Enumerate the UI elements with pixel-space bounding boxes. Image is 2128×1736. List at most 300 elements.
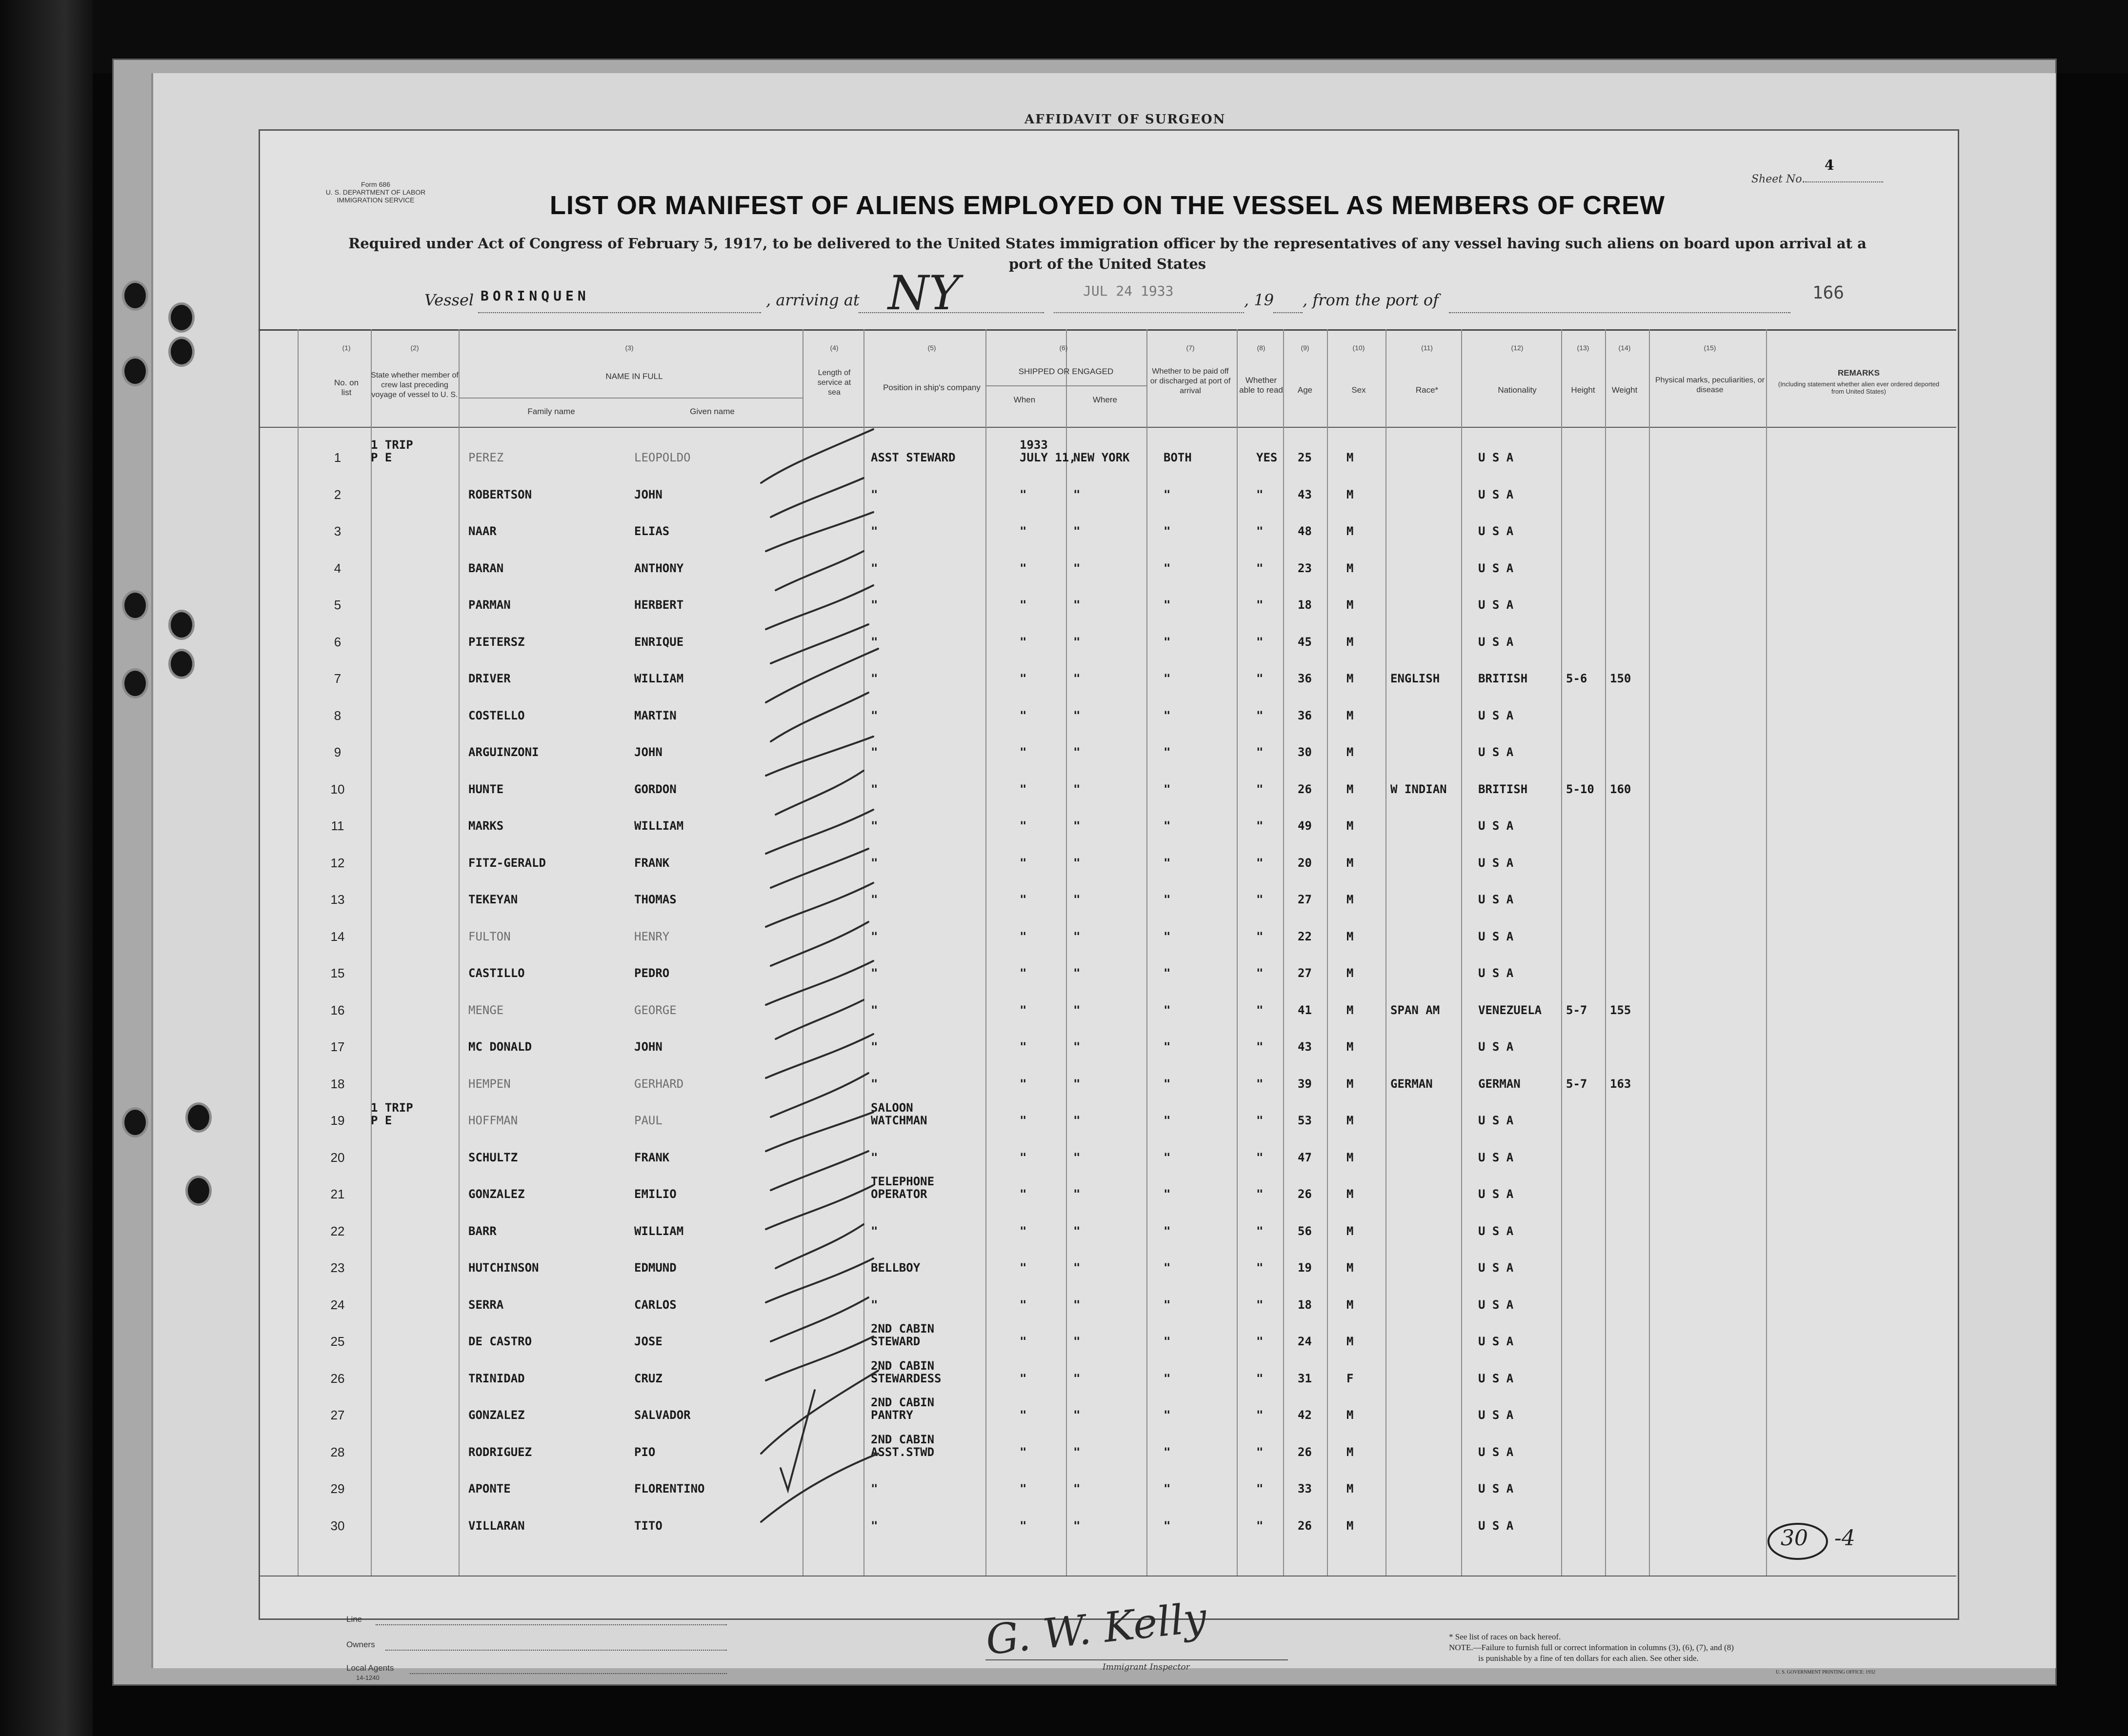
cell-nationality: U S A bbox=[1478, 561, 1514, 575]
cell-nationality: U S A bbox=[1478, 893, 1514, 906]
cell-sex: M bbox=[1346, 1335, 1354, 1348]
cell-nationality: U S A bbox=[1478, 1040, 1514, 1054]
cell-sex: F bbox=[1346, 1371, 1354, 1385]
cell-family: TEKEYAN bbox=[468, 893, 518, 906]
cell-age: 43 bbox=[1298, 487, 1312, 501]
punch-hole bbox=[168, 302, 195, 333]
cell-where: " bbox=[1073, 893, 1081, 906]
cell-paid: " bbox=[1164, 1040, 1171, 1054]
header-weight: Weight bbox=[1611, 385, 1638, 395]
cell-height: 5-6 bbox=[1566, 672, 1587, 685]
cell-when: " bbox=[1020, 487, 1027, 501]
cell-given: JOHN bbox=[634, 1040, 662, 1054]
cell-age: 48 bbox=[1298, 524, 1312, 538]
cell-age: 33 bbox=[1298, 1482, 1312, 1496]
arriving-label: , arriving at bbox=[766, 291, 860, 309]
cell-family: ROBERTSON bbox=[468, 487, 532, 501]
cell-family: FULTON bbox=[468, 929, 511, 943]
cell-sex: M bbox=[1346, 929, 1354, 943]
cell-family: ARGUINZONI bbox=[468, 745, 539, 759]
header-position: Position in ship's company bbox=[883, 383, 981, 392]
col-number: (1) bbox=[342, 344, 351, 352]
cell-no: 20 bbox=[330, 1150, 345, 1165]
cell-paid: " bbox=[1164, 782, 1171, 796]
cell-no: 1 bbox=[334, 450, 341, 465]
cell-no: 15 bbox=[330, 966, 345, 980]
cell-no: 17 bbox=[330, 1039, 345, 1054]
cell-nationality: U S A bbox=[1478, 1518, 1514, 1533]
cell-no: 11 bbox=[331, 818, 344, 833]
cell-age: 41 bbox=[1298, 1003, 1312, 1017]
cell-when: 1933 JULY 11, bbox=[1020, 438, 1076, 464]
cell-where: " bbox=[1073, 966, 1081, 980]
cell-nationality: U S A bbox=[1478, 1114, 1514, 1127]
cell-when: " bbox=[1020, 745, 1027, 759]
cell-where: " bbox=[1073, 1335, 1081, 1348]
cell-given: PAUL bbox=[634, 1114, 662, 1127]
note-line: is punishable by a fine of ten dollars for each alien. See other side. bbox=[1478, 1654, 1699, 1663]
header-paid-off: Whether to be paid off or discharged at port of arrival bbox=[1150, 367, 1231, 395]
cell-where: " bbox=[1073, 819, 1081, 833]
cell-when: " bbox=[1020, 561, 1027, 575]
cell-where: " bbox=[1073, 1518, 1081, 1533]
cell-nationality: U S A bbox=[1478, 708, 1514, 722]
cell-given: PIO bbox=[634, 1445, 656, 1459]
cell-family: NAAR bbox=[468, 524, 497, 538]
cell-where: " bbox=[1073, 1224, 1081, 1238]
cell-read: " bbox=[1256, 745, 1264, 759]
cell-family: DE CASTRO bbox=[468, 1335, 532, 1348]
cell-read: " bbox=[1256, 1187, 1264, 1201]
cell-no: 13 bbox=[330, 892, 345, 907]
name-header-divider bbox=[459, 398, 803, 399]
printer-imprint: U. S. GOVERNMENT PRINTING OFFICE: 1932 bbox=[1776, 1670, 1875, 1675]
cell-given: GEORGE bbox=[634, 1003, 677, 1017]
cell-when: " bbox=[1020, 1482, 1027, 1496]
cell-no: 8 bbox=[334, 708, 341, 723]
cell-paid: " bbox=[1164, 1077, 1171, 1091]
header-physical-marks: Physical marks, peculiarities, or disease bbox=[1655, 376, 1765, 394]
cell-given: JOHN bbox=[634, 745, 662, 759]
cell-read: " bbox=[1256, 856, 1264, 870]
cell-sex: M bbox=[1346, 819, 1354, 833]
cell-paid: " bbox=[1164, 708, 1171, 722]
header-age: Age bbox=[1297, 385, 1313, 395]
cell-where: " bbox=[1073, 1261, 1081, 1275]
cell-age: 30 bbox=[1298, 745, 1312, 759]
cell-sex: M bbox=[1346, 1408, 1354, 1422]
cell-race: ENGLISH bbox=[1390, 672, 1440, 685]
page-title: LIST OR MANIFEST OF ALIENS EMPLOYED ON THE VESSEL AS MEMBERS OF CREW bbox=[549, 191, 1666, 220]
cell-read: " bbox=[1256, 524, 1264, 538]
cell-nationality: U S A bbox=[1478, 745, 1514, 759]
cell-when: " bbox=[1020, 966, 1027, 980]
sheet-number: 4 bbox=[1825, 157, 1834, 173]
cell-paid: " bbox=[1164, 1482, 1171, 1496]
header-length-of-service: Length of service at sea bbox=[817, 369, 851, 397]
cell-given: SALVADOR bbox=[634, 1408, 691, 1422]
cell-read: " bbox=[1256, 561, 1264, 575]
cell-where: NEW YORK bbox=[1073, 451, 1130, 464]
header-able-to-read: Whether able to read bbox=[1239, 376, 1283, 395]
header-shipped-engaged: SHIPPED OR ENGAGED bbox=[1018, 367, 1114, 376]
cell-trip: 1 TRIP P E bbox=[371, 1101, 413, 1127]
vessel-label: Vessel bbox=[424, 291, 474, 309]
cell-given: CRUZ bbox=[634, 1371, 662, 1385]
cell-given: EMILIO bbox=[634, 1187, 677, 1201]
cell-age: 24 bbox=[1298, 1335, 1312, 1348]
header-remarks: REMARKS bbox=[1838, 368, 1880, 378]
cell-family: TRINIDAD bbox=[468, 1371, 525, 1385]
cell-when: " bbox=[1020, 598, 1027, 612]
cell-family: PIETERSZ bbox=[468, 635, 525, 649]
cell-where: " bbox=[1073, 487, 1081, 501]
header-race: Race* bbox=[1415, 385, 1439, 395]
note-line: NOTE.—Failure to furnish full or correct information in columns (3), (6), (7), and (8) bbox=[1449, 1643, 1734, 1652]
cell-age: 53 bbox=[1298, 1114, 1312, 1127]
col-number: (9) bbox=[1301, 344, 1309, 352]
sheet-label: Sheet No. bbox=[1751, 173, 1806, 185]
cell-position: " bbox=[871, 819, 878, 833]
inspector-signature: G. W. Kelly bbox=[984, 1593, 1209, 1664]
cell-no: 24 bbox=[330, 1297, 345, 1312]
cell-sex: M bbox=[1346, 1482, 1354, 1496]
cell-given: LEOPOLDO bbox=[634, 451, 691, 464]
cell-no: 27 bbox=[330, 1408, 345, 1422]
subtitle-line: Required under Act of Congress of February 5, 1917, to be delivered to the United States immigration officer by the representatives of any vessel having such aliens on board upon arrival at a bbox=[348, 235, 1867, 252]
cell-family: MC DONALD bbox=[468, 1040, 532, 1054]
cell-family: HOFFMAN bbox=[468, 1114, 518, 1127]
cell-read: " bbox=[1256, 1371, 1264, 1385]
cell-age: 26 bbox=[1298, 1518, 1312, 1533]
cell-read: " bbox=[1256, 1003, 1264, 1017]
cell-nationality: U S A bbox=[1478, 635, 1514, 649]
cell-sex: M bbox=[1346, 893, 1354, 906]
cell-paid: " bbox=[1164, 1371, 1171, 1385]
header-where: Where bbox=[1092, 395, 1118, 404]
total-mark: 30 bbox=[1781, 1526, 1808, 1551]
cell-given: PEDRO bbox=[634, 966, 670, 980]
cell-no: 23 bbox=[330, 1260, 345, 1275]
cell-position: " bbox=[871, 635, 878, 649]
cell-sex: M bbox=[1346, 1224, 1354, 1238]
cell-height: 5-7 bbox=[1566, 1077, 1587, 1091]
cell-when: " bbox=[1020, 1187, 1027, 1201]
cell-when: " bbox=[1020, 819, 1027, 833]
cell-when: " bbox=[1020, 929, 1027, 943]
cell-position: " bbox=[871, 782, 878, 796]
cell-paid: " bbox=[1164, 524, 1171, 538]
cell-read: " bbox=[1256, 1077, 1264, 1091]
cell-where: " bbox=[1073, 1150, 1081, 1164]
subtitle bbox=[312, 233, 1903, 274]
cell-nationality: U S A bbox=[1478, 1150, 1514, 1164]
cell-given: WILLIAM bbox=[634, 1224, 684, 1238]
subtitle-line: port of the United States bbox=[1008, 256, 1206, 272]
cell-age: 56 bbox=[1298, 1224, 1312, 1238]
cell-sex: M bbox=[1346, 524, 1354, 538]
cell-sex: M bbox=[1346, 1297, 1354, 1312]
cell-when: " bbox=[1020, 1224, 1027, 1238]
cell-given: HENRY bbox=[634, 929, 670, 943]
cell-given: ELIAS bbox=[634, 524, 670, 538]
cell-given: FRANK bbox=[634, 1150, 670, 1164]
cell-when: " bbox=[1020, 1150, 1027, 1164]
cell-where: " bbox=[1073, 1371, 1081, 1385]
cell-read: " bbox=[1256, 1482, 1264, 1496]
cell-sex: M bbox=[1346, 635, 1354, 649]
cell-family: CASTILLO bbox=[468, 966, 525, 980]
cell-where: " bbox=[1073, 1187, 1081, 1201]
cell-position: " bbox=[871, 1003, 878, 1017]
col-number: (3) bbox=[625, 344, 634, 352]
cell-sex: M bbox=[1346, 672, 1354, 685]
cell-position: " bbox=[871, 1077, 878, 1091]
cell-paid: BOTH bbox=[1164, 451, 1192, 464]
cell-age: 27 bbox=[1298, 966, 1312, 980]
cell-sex: M bbox=[1346, 561, 1354, 575]
col-number: (4) bbox=[830, 344, 839, 352]
cell-where: " bbox=[1073, 1482, 1081, 1496]
year-label: , 19 bbox=[1244, 291, 1274, 309]
cell-read: " bbox=[1256, 1335, 1264, 1348]
cell-sex: M bbox=[1346, 1445, 1354, 1459]
cell-when: " bbox=[1020, 672, 1027, 685]
header-name-in-full: NAME IN FULL bbox=[605, 372, 663, 381]
cell-paid: " bbox=[1164, 487, 1171, 501]
cell-given: FRANK bbox=[634, 856, 670, 870]
from-port-label: , from the port of bbox=[1303, 291, 1439, 309]
page-mark: 166 bbox=[1812, 283, 1845, 303]
cell-when: " bbox=[1020, 524, 1027, 538]
cell-family: SERRA bbox=[468, 1297, 504, 1312]
cell-nationality: U S A bbox=[1478, 1187, 1514, 1201]
cell-sex: M bbox=[1346, 1003, 1354, 1017]
cell-position: " bbox=[871, 1482, 878, 1496]
cell-where: " bbox=[1073, 782, 1081, 796]
cell-paid: " bbox=[1164, 561, 1171, 575]
races-note: * See list of races on back hereof. bbox=[1449, 1632, 1561, 1641]
cell-when: " bbox=[1020, 1040, 1027, 1054]
inspector-label: Immigrant Inspector bbox=[1103, 1662, 1190, 1672]
cell-no: 14 bbox=[330, 929, 345, 944]
cell-read: " bbox=[1256, 893, 1264, 906]
cell-no: 9 bbox=[334, 745, 341, 759]
cell-sex: M bbox=[1346, 1040, 1354, 1054]
cell-nationality: U S A bbox=[1478, 1482, 1514, 1496]
cell-paid: " bbox=[1164, 856, 1171, 870]
cell-where: " bbox=[1073, 708, 1081, 722]
cell-nationality: U S A bbox=[1478, 1335, 1514, 1348]
cell-position: " bbox=[871, 598, 878, 612]
cell-sex: M bbox=[1346, 451, 1354, 464]
cell-nationality: BRITISH bbox=[1478, 672, 1528, 685]
cell-when: " bbox=[1020, 1445, 1027, 1459]
footer-owners-label: Owners bbox=[346, 1640, 375, 1649]
col-number: (15) bbox=[1704, 344, 1716, 352]
cell-position: " bbox=[871, 1040, 878, 1054]
cell-age: 45 bbox=[1298, 635, 1312, 649]
cell-given: THOMAS bbox=[634, 893, 677, 906]
cell-where: " bbox=[1073, 598, 1081, 612]
cell-when: " bbox=[1020, 1408, 1027, 1422]
cell-read: " bbox=[1256, 929, 1264, 943]
cell-sex: M bbox=[1346, 856, 1354, 870]
cell-weight: 160 bbox=[1610, 782, 1631, 796]
cell-paid: " bbox=[1164, 1261, 1171, 1275]
cell-read: " bbox=[1256, 635, 1264, 649]
cell-sex: M bbox=[1346, 1518, 1354, 1533]
cell-family: HUNTE bbox=[468, 782, 504, 796]
cell-given: GERHARD bbox=[634, 1077, 684, 1091]
cell-no: 26 bbox=[330, 1371, 345, 1386]
cell-when: " bbox=[1020, 1077, 1027, 1091]
cell-age: 23 bbox=[1298, 561, 1312, 575]
cell-race: SPAN AM bbox=[1390, 1003, 1440, 1017]
cell-no: 19 bbox=[330, 1113, 345, 1128]
cell-when: " bbox=[1020, 1371, 1027, 1385]
cell-age: 43 bbox=[1298, 1040, 1312, 1054]
cell-position: " bbox=[871, 1224, 878, 1238]
cell-position: " bbox=[871, 856, 878, 870]
cell-nationality: U S A bbox=[1478, 856, 1514, 870]
cell-given: CARLOS bbox=[634, 1297, 677, 1312]
cell-nationality: VENEZUELA bbox=[1478, 1003, 1542, 1017]
cell-race: GERMAN bbox=[1390, 1077, 1433, 1091]
cell-family: COSTELLO bbox=[468, 708, 525, 722]
cell-no: 18 bbox=[330, 1076, 345, 1091]
cell-age: 25 bbox=[1298, 451, 1312, 464]
cell-nationality: U S A bbox=[1478, 598, 1514, 612]
cell-given: WILLIAM bbox=[634, 819, 684, 833]
cell-nationality: U S A bbox=[1478, 1371, 1514, 1385]
cell-no: 5 bbox=[334, 598, 341, 612]
header-remarks-note: (Including statement whether alien ever ordered deported from United States) bbox=[1778, 380, 1940, 395]
cell-family: APONTE bbox=[468, 1482, 511, 1496]
arriving-port: NY bbox=[888, 266, 960, 320]
header-crew-status: State whether member of crew last preceding voyage of vessel to U. S. bbox=[371, 371, 459, 399]
cell-read: " bbox=[1256, 1040, 1264, 1054]
punch-hole bbox=[122, 356, 148, 386]
cell-position: " bbox=[871, 745, 878, 759]
col-number: (5) bbox=[927, 344, 936, 352]
cell-paid: " bbox=[1164, 598, 1171, 612]
cell-paid: " bbox=[1164, 1224, 1171, 1238]
cell-paid: " bbox=[1164, 1518, 1171, 1533]
col-number: (13) bbox=[1577, 344, 1589, 352]
punch-hole bbox=[122, 280, 148, 311]
cell-given: JOHN bbox=[634, 487, 662, 501]
cell-where: " bbox=[1073, 745, 1081, 759]
cell-given: JOSE bbox=[634, 1335, 662, 1348]
cell-where: " bbox=[1073, 856, 1081, 870]
cell-paid: " bbox=[1164, 966, 1171, 980]
cell-read: " bbox=[1256, 487, 1264, 501]
cell-no: 16 bbox=[330, 1002, 345, 1018]
cell-sex: M bbox=[1346, 966, 1354, 980]
cell-read: " bbox=[1256, 1114, 1264, 1127]
cell-position: " bbox=[871, 524, 878, 538]
form-number: Form 686 bbox=[361, 180, 390, 188]
cell-paid: " bbox=[1164, 1297, 1171, 1312]
cell-weight: 163 bbox=[1610, 1077, 1631, 1091]
cell-no: 3 bbox=[334, 524, 341, 539]
cell-where: " bbox=[1073, 1445, 1081, 1459]
col-number: (14) bbox=[1618, 344, 1631, 352]
cell-read: " bbox=[1256, 1224, 1264, 1238]
affidavit-header: AFFIDAVIT OF SURGEON bbox=[1024, 112, 1226, 127]
cell-read: " bbox=[1256, 1445, 1264, 1459]
cell-nationality: U S A bbox=[1478, 487, 1514, 501]
cell-family: VILLARAN bbox=[468, 1518, 525, 1533]
cell-read: " bbox=[1256, 1261, 1264, 1275]
cell-sex: M bbox=[1346, 708, 1354, 722]
cell-given: MARTIN bbox=[634, 708, 677, 722]
cell-when: " bbox=[1020, 635, 1027, 649]
cell-nationality: U S A bbox=[1478, 929, 1514, 943]
cell-read: " bbox=[1256, 1408, 1264, 1422]
col-number: (11) bbox=[1421, 344, 1433, 352]
cell-family: MENGE bbox=[468, 1003, 504, 1017]
cell-sex: M bbox=[1346, 598, 1354, 612]
cell-age: 18 bbox=[1298, 598, 1312, 612]
cell-where: " bbox=[1073, 672, 1081, 685]
cell-family: MARKS bbox=[468, 819, 504, 833]
cell-sex: M bbox=[1346, 487, 1354, 501]
cell-paid: " bbox=[1164, 1003, 1171, 1017]
cell-age: 47 bbox=[1298, 1150, 1312, 1164]
cell-when: " bbox=[1020, 1114, 1027, 1127]
col-number: (2) bbox=[410, 344, 419, 352]
cell-family: BARR bbox=[468, 1224, 497, 1238]
header-family-name: Family name bbox=[527, 407, 575, 416]
punch-hole bbox=[168, 337, 195, 367]
cell-when: " bbox=[1020, 782, 1027, 796]
cell-sex: M bbox=[1346, 745, 1354, 759]
cell-no: 2 bbox=[334, 487, 341, 502]
cell-family: GONZALEZ bbox=[468, 1408, 525, 1422]
cell-when: " bbox=[1020, 856, 1027, 870]
cell-when: " bbox=[1020, 1335, 1027, 1348]
col-number: (7) bbox=[1186, 344, 1195, 352]
header-sex: Sex bbox=[1351, 385, 1366, 395]
footer-form-code: 14-1240 bbox=[356, 1674, 380, 1681]
cell-given: HERBERT bbox=[634, 598, 684, 612]
cell-where: " bbox=[1073, 1408, 1081, 1422]
cell-position: " bbox=[871, 708, 878, 722]
vessel-name: BORINQUEN bbox=[481, 288, 590, 304]
cell-age: 42 bbox=[1298, 1408, 1312, 1422]
cell-paid: " bbox=[1164, 1114, 1171, 1127]
cell-age: 19 bbox=[1298, 1261, 1312, 1275]
cell-read: " bbox=[1256, 782, 1264, 796]
column-divider bbox=[1766, 329, 1767, 1576]
cell-age: 20 bbox=[1298, 856, 1312, 870]
header-nationality: Nationality bbox=[1498, 385, 1537, 395]
total-suffix: -4 bbox=[1834, 1526, 1855, 1551]
cell-read: " bbox=[1256, 1297, 1264, 1312]
cell-position: " bbox=[871, 1297, 878, 1312]
cell-position: " bbox=[871, 929, 878, 943]
cell-position: " bbox=[871, 1150, 878, 1164]
cell-family: DRIVER bbox=[468, 672, 511, 685]
cell-family: SCHULTZ bbox=[468, 1150, 518, 1164]
cell-age: 26 bbox=[1298, 1445, 1312, 1459]
cell-no: 10 bbox=[330, 781, 345, 797]
cell-given: ENRIQUE bbox=[634, 635, 684, 649]
cell-when: " bbox=[1020, 708, 1027, 722]
cell-position: ASST STEWARD bbox=[871, 451, 956, 464]
